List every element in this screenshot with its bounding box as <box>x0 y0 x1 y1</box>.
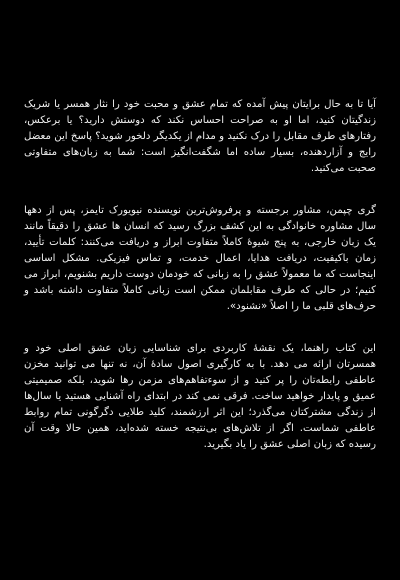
blurb-paragraph-2: گری چپمن، مشاور برجسته و پرفروش‌ترین نویسنده نیویورک تایمز، پس از دهها سال مشاوره خانوادگی به این کشف بزرگ رسید که انسان ها عشق را دقیقاً مانند یک زبان خارجی، به پنج شیوهٔ کاملاً متفاوت ابراز و دریافت می‌کنند: کلمات تأیید، زمان باکیفیت، دریافت هدایا، اعمال خدمت، و تماس فیزیکی. مشکل اساسی اینجاست که ما معمولاً عشق را به زبانی که خودمان دوست داریم بشنویم، ابراز می کنیم؛ در حالی که طرف مقابلمان ممکن است زبانی کاملاً متفاوت داشته باشد و حرف‌های قلبی ما را اصلاً «نشنود». <box>24 205 376 312</box>
blurb-paragraph-3: این کتاب راهنما، یک نقشهٔ کاربردی برای شناسایی زبان عشق اصلی خود و همسرتان ارائه می دهد. با به کارگیری اصول سادهٔ آن، نه تنها می توانید مخزن عاطفی رابطه‌تان را پر کنید و از سوءتفاهم‌های مزمن رها شوید، بلکه صمیمیتی عمیق و پایدار خواهید ساخت. فرقی نمی کند در ابتدای راه آشنایی هستید یا سال‌ها از زندگی مشترکتان می‌گذرد؛ این اثر ارزشمند، کلید طلایی دگرگونی تمام روابط عاطفی شماست. اگر از تلاش‌های بی‌نتیجه خسته شده‌اید، همین حالا وقت آن رسیده که زبان اصلی عشق را یاد بگیرید. <box>24 343 376 450</box>
blurb-paragraph-1: آیا تا به حال برایتان پیش آمده که تمام عشق و محبت خود را نثار همسر یا شریک زندگیتان کنید، اما او به صراحت احساس نکند که دوستش دارید؟ یا برعکس، رفتارهای طرف مقابل را درک نکنید و مدام از یکدیگر دلخور شوید؟ پاسخ این معضل رایج و آزاردهنده، بسیار ساده اما شگفت‌انگیز است: شما به زبان‌های متفاوتی صحبت می‌کنید. <box>24 99 376 174</box>
blurb-text-block <box>24 97 376 453</box>
